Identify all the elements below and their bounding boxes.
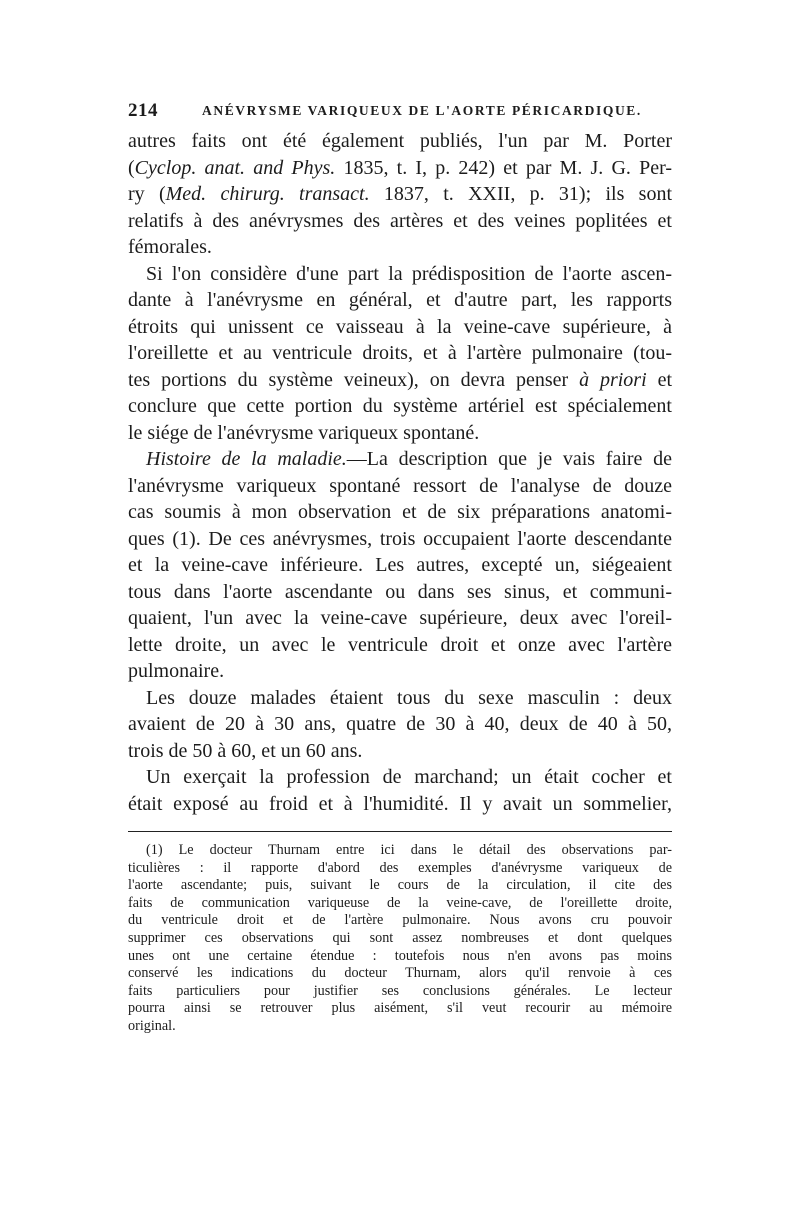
text-line: ques (1). De ces anévrysmes, trois occupaient l'aorte descendante bbox=[128, 527, 672, 550]
heading-continuation: —La description que je vais faire de bbox=[346, 448, 673, 470]
footnote-line: ticulières : il rapporte d'abord des exemples d'anévrysme variqueux de bbox=[128, 859, 672, 876]
text-line: Un exerçait la profession de marchand; un était cocher et bbox=[146, 766, 672, 788]
footnote-divider bbox=[128, 831, 672, 832]
text-line: autres faits ont été également publiés, l'un par M. Porter bbox=[128, 130, 672, 152]
text-line: pulmonaire. bbox=[128, 660, 225, 682]
text-line: conclure que cette portion du système artériel est spécialement bbox=[128, 395, 672, 417]
text-line: et la veine-cave inférieure. Les autres, excepté un, siégeaient bbox=[128, 554, 672, 576]
section-heading: Histoire de la maladie. bbox=[146, 448, 347, 470]
running-title: ANÉVRYSME VARIQUEUX DE L'AORTE PÉRICARDIQUE. bbox=[202, 103, 642, 118]
text-line: était exposé au froid et à l'humidité. Il y avait un sommelier, bbox=[128, 792, 672, 815]
page-number: 214 bbox=[128, 100, 158, 121]
text-line: (Cyclop. anat. and Phys. 1835, t. I, p. 242) et par M. J. G. Per- bbox=[128, 156, 673, 179]
text-line: trois de 50 à 60, et un 60 ans. bbox=[128, 739, 363, 762]
text-line: Si l'on considère d'une part la prédisposition de l'aorte ascen- bbox=[146, 262, 672, 285]
text-line: fémorales. bbox=[128, 236, 212, 258]
text-line: étroits qui unissent ce vaisseau à la veine-cave supérieure, à bbox=[128, 315, 672, 338]
text-line: le siége de l'anévrysme variqueux spontané. bbox=[128, 421, 480, 444]
text-line: lette droite, un avec le ventricule droit et onze avec l'artère bbox=[128, 633, 672, 656]
text-line: relatifs à des anévrysmes des artères et des veines poplitées et bbox=[128, 209, 672, 232]
text-line bbox=[128, 446, 672, 473]
footnote-line: original. bbox=[128, 1017, 176, 1034]
footnote-line: unes ont une certaine étendue : toutefois nous n'en avons pas moins bbox=[128, 947, 672, 964]
footnote-line: du ventricule droit et de l'artère pulmonaire. Nous avons cru pouvoir bbox=[128, 912, 672, 929]
text-line: l'oreillette et au ventricule droits, et à l'artère pulmonaire (tou- bbox=[128, 342, 672, 364]
citation-title: Cyclop. anat. and Phys. bbox=[134, 156, 336, 179]
main-text bbox=[128, 128, 672, 817]
footnote-line: (1) Le docteur Thurnam entre ici dans le détail des observations par- bbox=[146, 842, 672, 858]
emphasis: à priori bbox=[579, 368, 647, 391]
footnote-line: faits particuliers pour justifier ses conclusions générales. Le lecteur bbox=[128, 982, 672, 999]
footnote-line: pourra ainsi se retrouver plus aisément, s'il veut recourir au mémoire bbox=[128, 1000, 672, 1017]
text-line: avaient de 20 à 30 ans, quatre de 30 à 40, deux de 40 à 50, bbox=[128, 713, 672, 735]
text-line: Les douze malades étaient tous du sexe masculin : deux bbox=[146, 686, 672, 709]
text-line: dante à l'anévrysme en général, et d'autre part, les rapports bbox=[128, 289, 672, 311]
text-line: ry (Med. chirurg. transact. 1837, t. XXII, p. 31); ils sont bbox=[128, 183, 673, 205]
footnote-line: l'aorte ascendante; puis, suivant le cours de la circulation, il cite des bbox=[128, 877, 672, 894]
text-line: tous dans l'aorte ascendante ou dans ses sinus, et communi- bbox=[128, 580, 672, 603]
text-line: l'anévrysme variqueux spontané ressort de l'analyse de douze bbox=[128, 474, 672, 497]
footnote bbox=[128, 842, 672, 1036]
text-line: quaient, l'un avec la veine-cave supérieure, deux avec l'oreil- bbox=[128, 607, 672, 629]
book-page bbox=[128, 96, 672, 1036]
text-line: cas soumis à mon observation et de six préparations anatomi- bbox=[128, 501, 672, 523]
footnote-line: conservé les indications du docteur Thurnam, alors qu'il renvoie à ces bbox=[128, 965, 672, 982]
running-head bbox=[128, 96, 672, 126]
footnote-line: supprimer ces observations qui sont assez nombreuses et dont quelques bbox=[128, 929, 672, 946]
footnote-line: faits de communication variqueuse de la veine-cave, de l'oreillette droite, bbox=[128, 894, 672, 911]
text-line: tes portions du système veineux), on devra penser à priori et bbox=[128, 368, 672, 391]
citation-title: Med. chirurg. transact. bbox=[165, 183, 370, 205]
